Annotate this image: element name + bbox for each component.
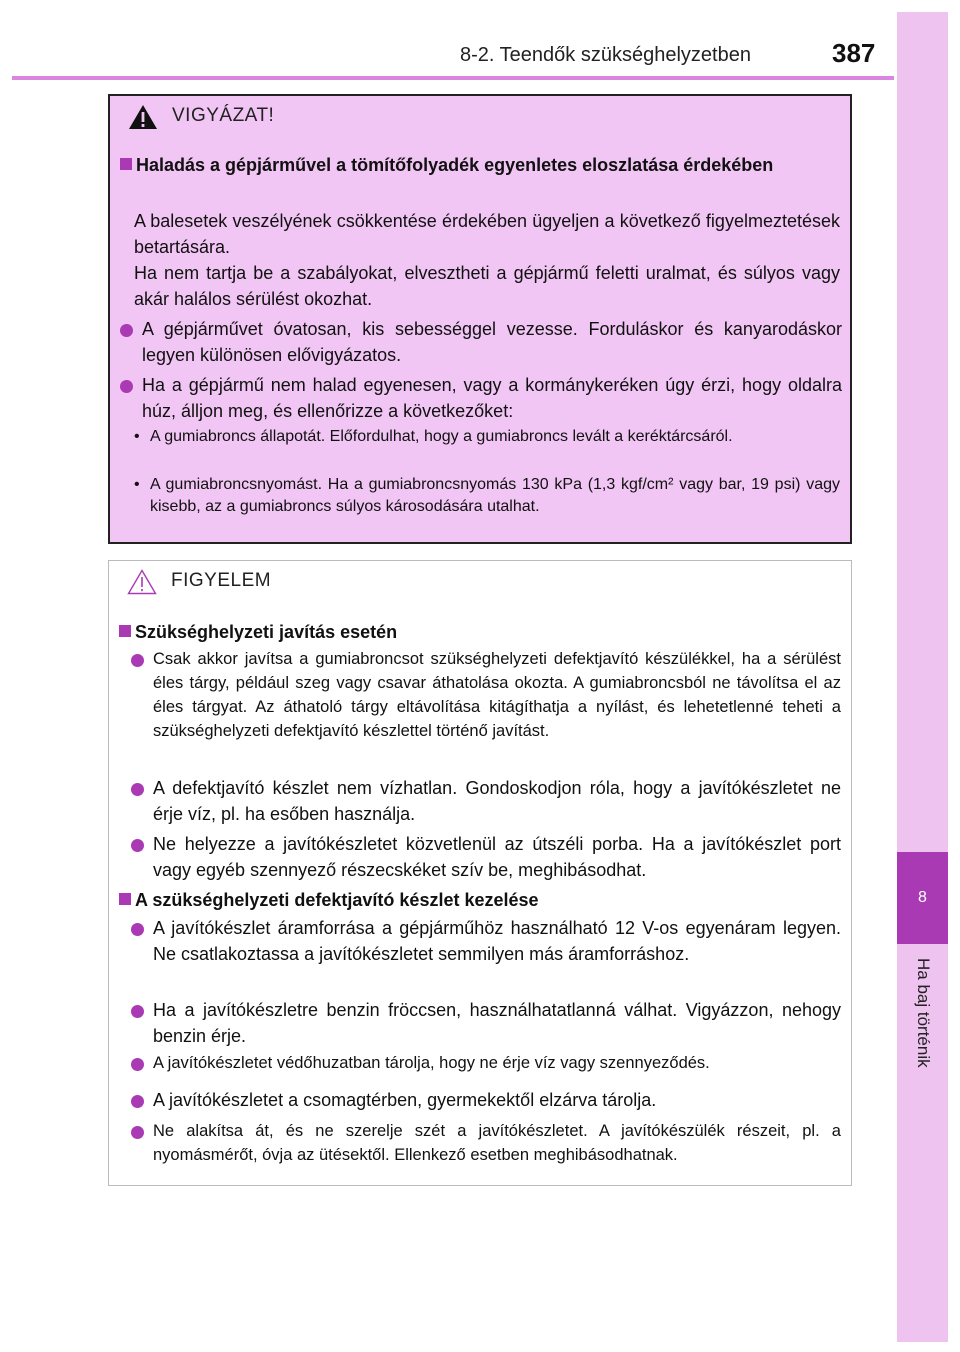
notice-body — [109, 599, 851, 1185]
bullet-dot-icon — [131, 1126, 144, 1139]
bullet-dot-icon — [120, 324, 133, 337]
notice-section1-heading: Szükséghelyzeti javítás esetén — [119, 619, 841, 645]
warning-bullet-2: Ha a gépjármű nem halad egyenesen, vagy a kormánykeréken úgy érzi, hogy oldalra húz, álljon meg, és ellenőrizze a következőket: — [120, 372, 842, 424]
square-bullet-icon — [119, 893, 131, 905]
warning-heading: Haladás a gépjárművel a tömítőfolyadék egyenletes eloszlatása érdekében — [120, 152, 842, 178]
notice-bullet-4: A javítókészlet áramforrása a gépjárműhöz használható 12 V-os egyenáram legyen. Ne csatlakoztassa a javítókészletet semmilyen más áramforráshoz. — [131, 915, 841, 967]
warning-sub-bullet-2: • A gumiabroncsnyomást. Ha a gumiabroncsnyomás 130 kPa (1,3 kgf/cm² vagy bar, 19 psi) vagy kisebb, az a gumiabroncs súlyos károsodására utalhat. — [134, 476, 840, 515]
notice-bullet-5: Ha a javítókészletre benzin fröccsen, használhatatlanná válhat. Vigyázzon, nehogy benzin érje. — [131, 997, 841, 1049]
section-title: 8-2. Teendők szükséghelyzetben — [460, 44, 751, 66]
warning-box — [108, 94, 852, 544]
notice-box — [108, 560, 852, 1186]
caution-icon — [127, 569, 157, 595]
chapter-title: Ha baj történik — [913, 958, 933, 1068]
chapter-title-vertical — [897, 958, 948, 1108]
chapter-sidebar — [897, 12, 948, 1342]
notice-section2-heading: A szükséghelyzeti defektjavító készlet kezelése — [119, 887, 841, 913]
bullet-dot-icon — [131, 923, 144, 936]
bullet-dot-icon — [131, 1095, 144, 1108]
page-number: 387 — [832, 38, 876, 68]
warning-bullet-1: A gépjárművet óvatosan, kis sebességgel vezesse. Forduláskor és kanyarodáskor legyen különösen elővigyázatos. — [120, 316, 842, 368]
notice-label: FIGYELEM — [171, 570, 272, 591]
notice-bullet-7: A javítókészletet a csomagtérben, gyermekektől elzárva tárolja. — [131, 1087, 841, 1113]
notice-bullet-3: Ne helyezze a javítókészletet közvetlenül az útszéli porba. Ha a javítókészlet port vagy egyéb szennyező részecskéket szív be, meghibásodhat. — [131, 831, 841, 883]
bullet-dot-icon — [131, 1005, 144, 1018]
chapter-number: 8 — [918, 889, 927, 906]
warning-icon — [128, 104, 158, 130]
notice-header — [109, 561, 851, 600]
notice-bullet-8: Ne alakítsa át, és ne szerelje szét a javítókészletet. A javítókészülék részeit, pl. a nyomásmérőt, óvja az ütésektől. Ellenkező esetben meghibásodhatnak. — [131, 1119, 841, 1167]
notice-bullet-6: A javítókészletet védőhuzatban tárolja, hogy ne érje víz vagy szennyeződés. — [131, 1051, 841, 1075]
bullet-dot-icon — [131, 654, 144, 667]
warning-body — [110, 136, 850, 542]
chapter-tab[interactable] — [897, 852, 948, 944]
bullet-dot-icon — [131, 1058, 144, 1071]
warning-header — [110, 96, 850, 137]
notice-bullet-1: Csak akkor javítsa a gumiabroncsot szükséghelyzeti defektjavító készülékkel, ha a sérülést éles tárgy, például szeg vagy csavar áthatolása okozta. A gumiabroncsból ne távolítsa el az éles tárgyat. Az áthatoló tárgy eltávolítása kitágíthatja a nyílást, és lehetetlenné teheti a szükséghelyzeti defektjavító készlettel történő javítást. — [131, 647, 841, 743]
bullet-dot-icon — [131, 839, 144, 852]
notice-bullet-2: A defektjavító készlet nem vízhatlan. Gondoskodjon róla, hogy a javítókészletet ne érje víz, pl. ha esőben használja. — [131, 775, 841, 827]
warning-intro: A balesetek veszélyének csökkentése érdekében ügyeljen a következő figyelmeztetések betartására. Ha nem tartja be a szabályokat, elvesztheti a gépjármű feletti uralmat, és súlyos vagy akár halálos sérülést okozhat. — [134, 211, 840, 309]
header-divider — [12, 76, 894, 80]
warning-sub-bullet-1: • A gumiabroncs állapotát. Előfordulhat, hogy a gumiabroncs levált a keréktárcsáról. — [134, 428, 733, 445]
bullet-dot-icon — [131, 783, 144, 796]
bullet-dot-icon — [120, 380, 133, 393]
square-bullet-icon — [120, 158, 132, 170]
square-bullet-icon — [119, 625, 131, 637]
warning-label: VIGYÁZAT! — [172, 105, 275, 126]
